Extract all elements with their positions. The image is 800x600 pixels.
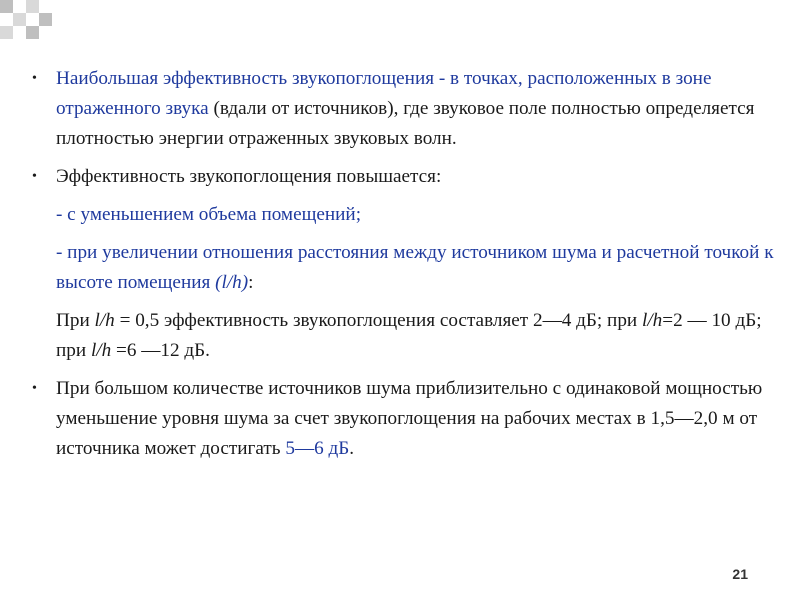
s2-colon: : [248, 272, 254, 293]
p3-value: 5—6 дБ [285, 438, 350, 459]
bullet-paragraph-3 [30, 374, 780, 464]
p3-end: . [349, 438, 355, 459]
corner-square [26, 26, 39, 39]
slide-body [30, 64, 780, 472]
s3-v1: l/h [94, 310, 115, 331]
s3-v2: l/h [642, 310, 663, 331]
decorative-corner [0, 0, 60, 44]
s3-t1: При [56, 310, 95, 331]
sub-item-3 [30, 306, 780, 366]
bullet-paragraph-1 [30, 64, 780, 154]
bullet-icon: • [32, 169, 37, 184]
s3-t2: = 0,5 эффективность звукопоглощения составляет 2—4 дБ; при [114, 310, 642, 331]
p1-rest: (вдали от источников), где звуковое поле полностью определяется плотностью энергии отраженных звуковых волн. [56, 98, 755, 149]
sub-item-1 [30, 200, 780, 230]
p2-text: Эффективность звукопоглощения повышается: [56, 166, 442, 187]
bullet-icon: • [32, 381, 37, 396]
s3-t3: =2 — 10 дБ; при [56, 310, 762, 361]
corner-square [39, 13, 52, 26]
corner-square [13, 13, 26, 26]
bullet-paragraph-2 [30, 162, 780, 192]
corner-square [0, 26, 13, 39]
page-number: 21 [732, 566, 748, 582]
sub-item-2 [30, 238, 780, 298]
p1-highlight: Наибольшая эффективность звукопоглощения - в точках, расположенных в зоне отраженного звука [56, 68, 712, 119]
corner-square [0, 0, 13, 13]
s2-text: - при увеличении отношения расстояния между источником шума и расчетной точкой к высоте помещения [56, 242, 774, 293]
p3-text: При большом количестве источников шума приблизительно с одинаковой мощностью уменьшение уровня шума за счет звукопоглощения на рабочих местах в 1,5—2,0 м от источника может достигать [56, 378, 763, 459]
s3-v3: l/h [90, 340, 112, 361]
s2-formula: (l/h) [215, 272, 249, 293]
s1-text: - с уменьшением объема помещений; [56, 204, 362, 225]
s3-t4: =6 —12 дБ. [111, 340, 210, 361]
bullet-icon: • [32, 71, 37, 86]
corner-square [26, 0, 39, 13]
